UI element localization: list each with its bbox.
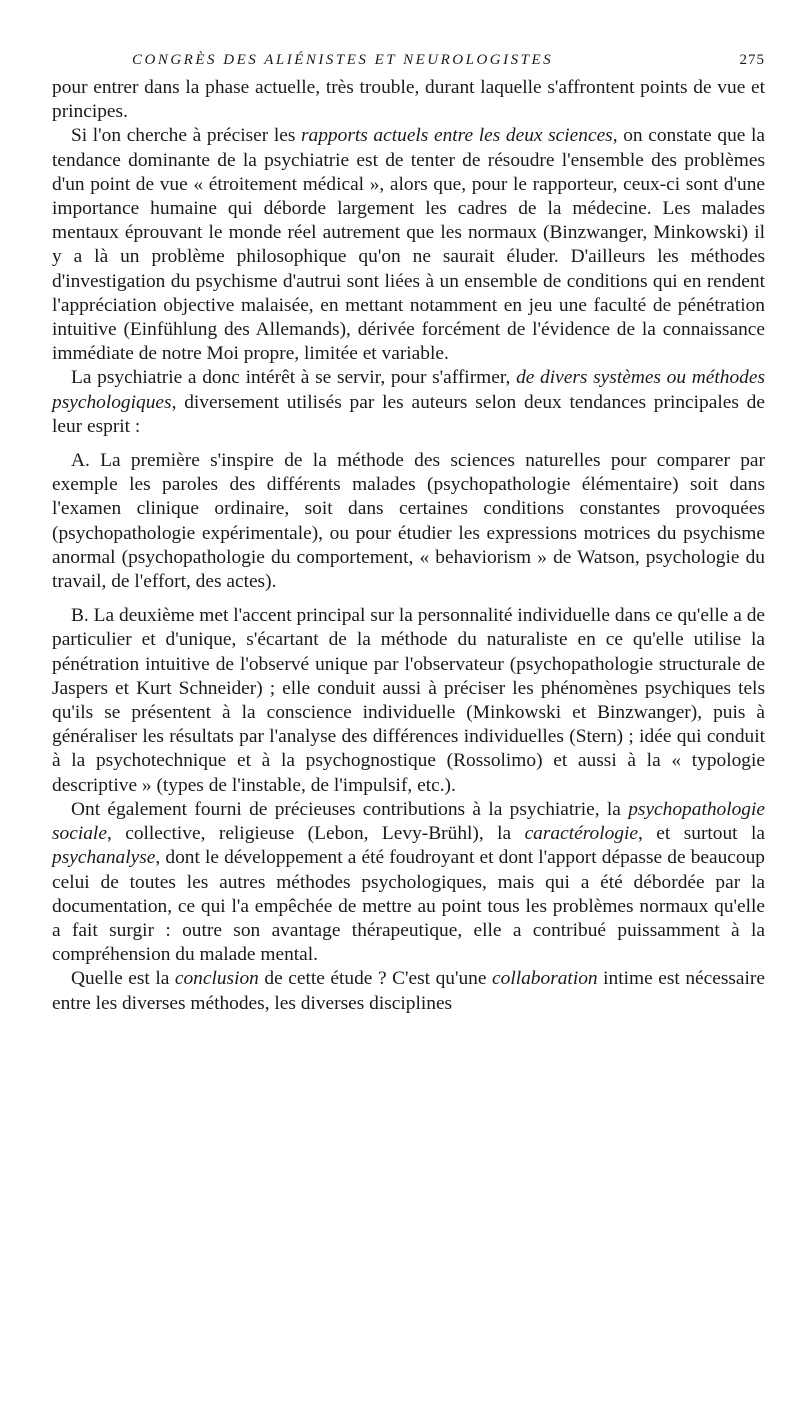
- text-segment: , et surtout la: [638, 823, 765, 845]
- body-text: [52, 76, 765, 1016]
- paragraph: [52, 449, 765, 594]
- book-page: [52, 40, 765, 1016]
- running-title: CONGRÈS DES ALIÉNISTES ET NEUROLOGISTES: [132, 52, 554, 68]
- italic-segment: de divers systèmes ou méthodes psychologiques: [52, 367, 765, 413]
- text-segment: B. La deuxième met l'accent principal sur la personnalité individuelle dans ce qu'elle a de particulier et d'unique, s'écartant de la méthode du naturaliste en ce qu'elle utilise la pénétration intuitive de l'observé unique par l'observateur (psychopathologie structurale de Jaspers et Kurt Schneider) ; elle conduit aussi à préciser les phénomènes psychiques tels qu'ils se présentent à la conscience individuelle (Minkowski et Binzwanger), puis à généraliser les résultats par l'analyse des différences individuelles (Stern) ; idée qui conduit à la psychotechnique et à la psychognostique (Rossolimo) et aussi à la « typologie descriptive » (types de l'instable, de l'impulsif, etc.).: [52, 605, 765, 796]
- paragraph: [52, 124, 765, 366]
- text-segment: A. La première s'inspire de la méthode des sciences naturelles pour comparer par exemple les paroles des différents malades (psychopathologie élémentaire) soit dans l'examen clinique ordinaire, soit dans certaines conditions constantes provoquées (psychopathologie expérimentale), ou pour étudier les expressions motrices du psychisme anormal (psychopathologie du comportement, « behaviorism » de Watson, psychologie du travail, de l'effort, des actes).: [52, 450, 765, 593]
- text-segment: , diversement utilisés par les auteurs selon deux tendances principales de leur esprit :: [52, 391, 765, 437]
- text-segment: , on constate que la tendance dominante de la psychiatrie est de tenter de résoudre l'ensemble des problèmes d'un point de vue « étroitement médical », alors que, pour le rapporteur, ceux-ci sont d'une importance humaine qui déborde largement les cadres de la médecine. Les malades mentaux éprouvant le monde réel autrement que les normaux (Binzwanger, Minkowski) il y a là un problème philosophique qu'on ne saurait éluder. D'ailleurs les méthodes d'investigation du psychisme d'autrui sont liées à un ensemble de conditions qui en rendent l'appréciation objective malaisée, en mettant notamment en jeu une faculté de pénétration intuitive (Einfühlung des Allemands), dérivée forcément de l'évidence de la connaissance immédiate de notre Moi propre, limitée et variable.: [52, 125, 766, 365]
- italic-segment: rapports actuels entre les deux sciences: [301, 125, 613, 147]
- italic-segment: caractérologie: [524, 823, 638, 845]
- text-segment: Ont également fourni de précieuses contributions à la psychiatrie, la: [71, 798, 629, 820]
- italic-segment: collaboration: [492, 968, 598, 990]
- italic-segment: psychanalyse: [52, 847, 156, 869]
- running-head: [52, 40, 765, 76]
- paragraph: [52, 798, 765, 967]
- text-segment: Quelle est la: [71, 968, 175, 990]
- text-segment: , collective, religieuse (Lebon, Levy-Brühl), la: [106, 823, 525, 845]
- text-segment: Si l'on cherche à préciser les: [71, 125, 301, 147]
- paragraph: [52, 366, 765, 439]
- paragraph: [52, 604, 765, 798]
- paragraph: [52, 967, 765, 1015]
- paragraph: [52, 76, 765, 124]
- text-segment: de cette étude ? C'est qu'une: [258, 968, 493, 990]
- page-number: 275: [739, 52, 765, 68]
- italic-segment: psychopathologie sociale: [52, 798, 765, 845]
- text-segment: La psychiatrie a donc intérêt à se servir, pour s'affirmer,: [71, 367, 517, 389]
- text-segment: , dont le développement a été foudroyant et dont l'apport dépasse de beaucoup celui de toutes les autres méthodes psychologiques, mais qui a été débordée par la documentation, ce qui l'a empêchée de mettre au point tous les problèmes normaux qu'elle a fait surgir : outre son avantage thérapeutique, elle a contribué puissamment à la compréhension du malade mental.: [52, 847, 765, 966]
- italic-segment: conclusion: [174, 968, 259, 990]
- text-segment: intime est nécessaire entre les diverses méthodes, les diverses disciplines: [52, 968, 765, 1014]
- text-segment: pour entrer dans la phase actuelle, très trouble, durant laquelle s'affrontent points de vue et principes.: [52, 77, 765, 123]
